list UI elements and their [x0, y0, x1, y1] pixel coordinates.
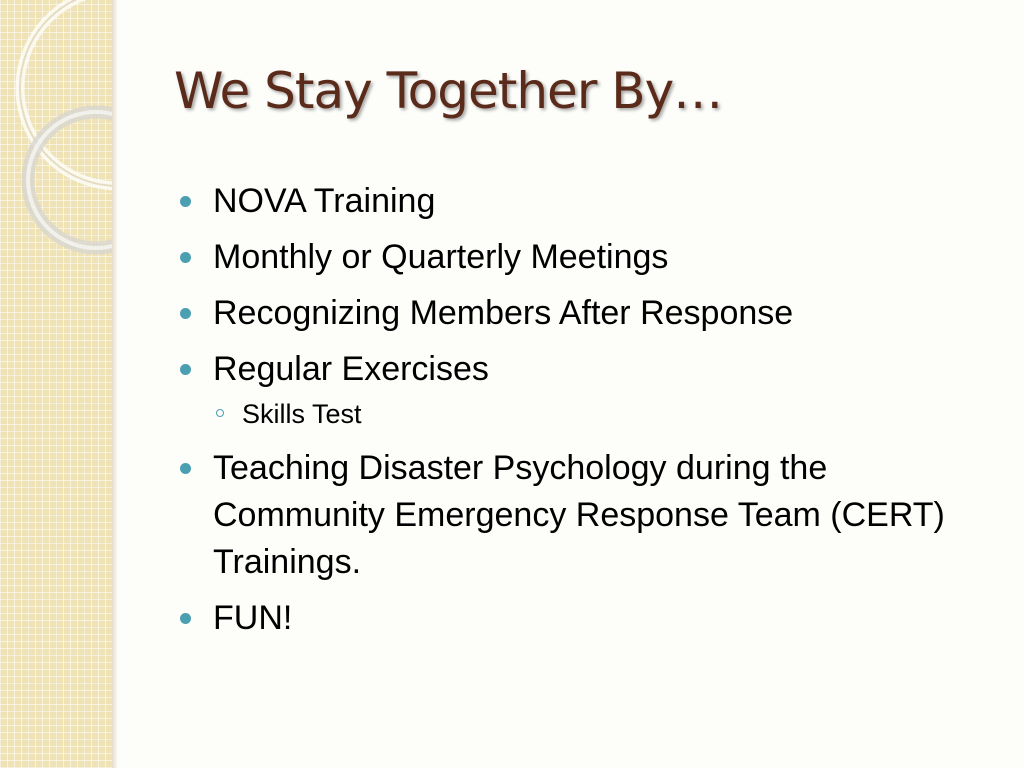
bullet-item	[178, 178, 998, 225]
bullet-dot-icon	[180, 613, 191, 624]
sub-bullet-ring-icon	[216, 409, 224, 417]
sub-bullet-text: Skills Test	[242, 399, 362, 429]
bullet-list	[178, 178, 998, 651]
bullet-dot-icon	[180, 196, 191, 207]
sidebar-edge	[112, 0, 118, 768]
bullet-item	[178, 234, 998, 281]
bullet-text: FUN!	[213, 599, 293, 637]
bullet-text: Recognizing Members After Response	[213, 294, 794, 332]
bullet-item	[178, 445, 998, 586]
decorative-rings-icon	[0, 0, 112, 260]
decorative-sidebar	[0, 0, 112, 768]
bullet-text: Monthly or Quarterly Meetings	[213, 238, 669, 276]
bullet-dot-icon	[180, 308, 191, 319]
bullet-text: Regular Exercises	[213, 350, 489, 388]
sub-bullet-item	[178, 396, 998, 432]
bullet-item	[178, 290, 998, 337]
bullet-dot-icon	[180, 463, 191, 474]
bullet-item	[178, 595, 998, 642]
slide-title: We Stay Together By…	[174, 62, 723, 120]
bullet-dot-icon	[180, 364, 191, 375]
bullet-text: Teaching Disaster Psychology during the Community Emergency Response Team (CERT) Trainings.	[213, 449, 945, 581]
bullet-item	[178, 346, 998, 393]
bullet-text: NOVA Training	[213, 182, 436, 220]
bullet-dot-icon	[180, 252, 191, 263]
